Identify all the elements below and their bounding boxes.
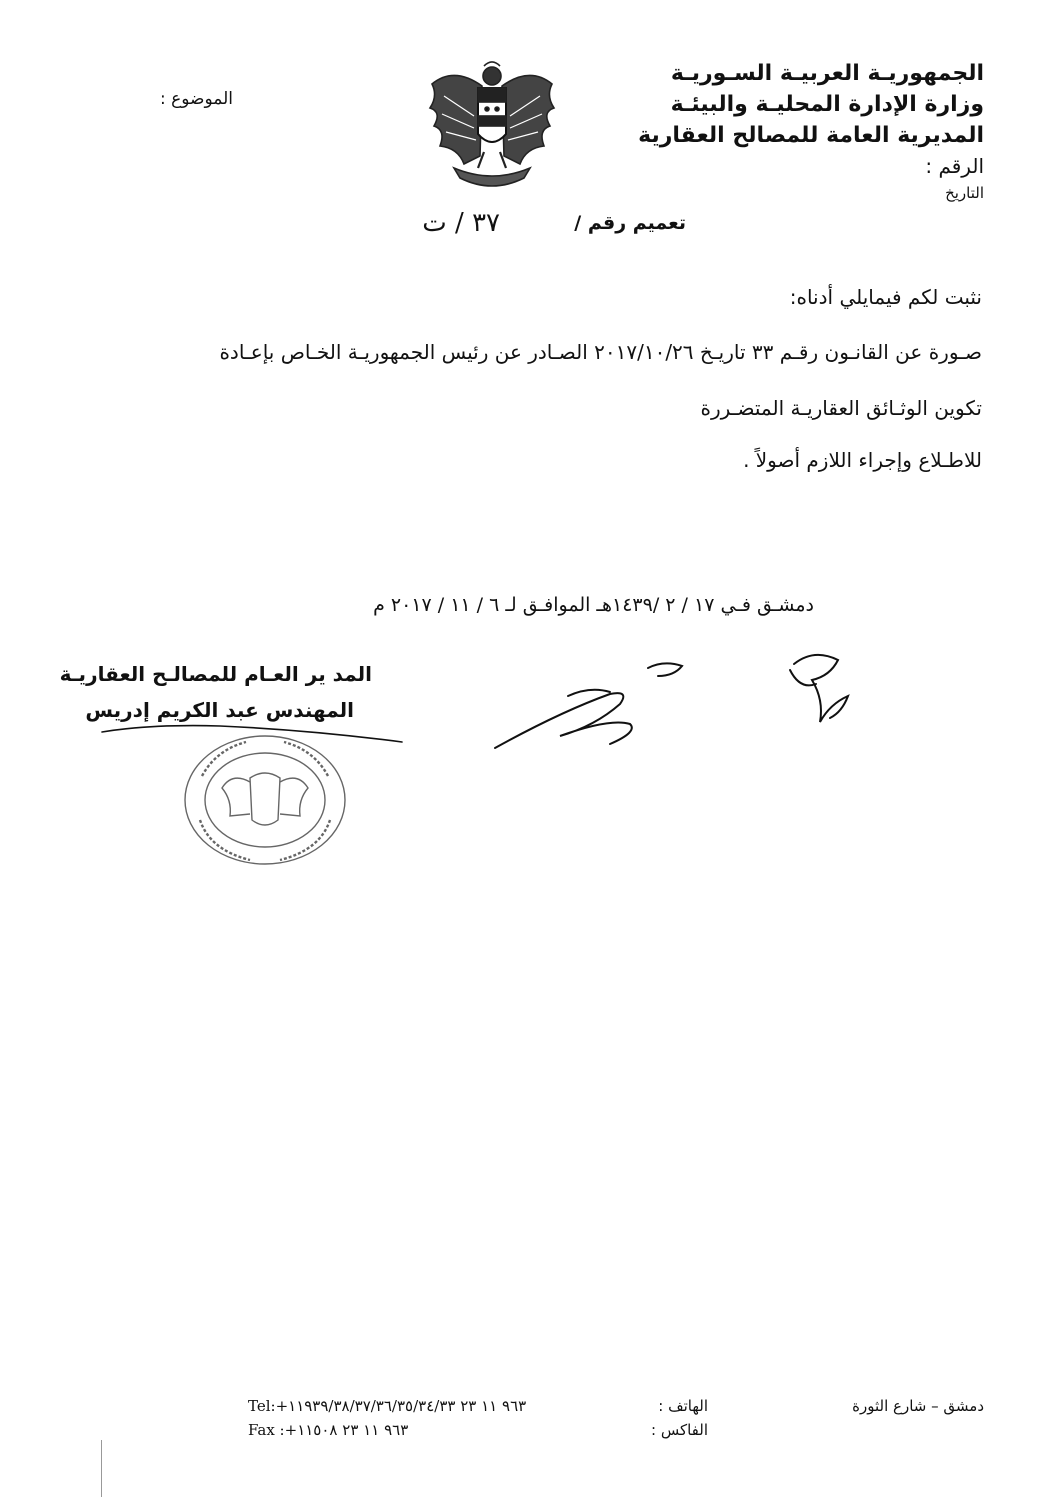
body-line-1: صـورة عن القانـون رقـم ٣٣ تاريـخ ٢٠١٧/١٠/٢٦ الصـادر عن رئيس الجمهوريـة الخـاص بإعـادة [219,340,982,364]
signatory-name: المهندس عبد الكريم إدريس [85,698,354,722]
subject-label: الموضوع : [160,89,234,109]
dateline: دمشـق فـي ١٧ / ٢ /١٤٣٩هـ الموافـق لـ ٦ / ١١ / ٢٠١٧ م [373,594,814,616]
page-margin-line [101,1440,102,1497]
number-label: الرقم : [925,154,984,178]
footer-fax: Fax :+٩٦٣ ١١ ٢٣ ١١٥٠٨ [248,1421,409,1439]
footer-phone: Tel:+٩٦٣ ١١ ٢٣ ١١٩٣٩/٣٨/٣٧/٣٦/٣٥/٣٤/٣٣ [248,1397,527,1415]
body-line-2: تكوين الوثـائق العقاريـة المتضـررة [700,396,982,420]
letterhead [638,58,984,204]
body-line-3: للاطـلاع وإجراء اللازم أصولاً . [743,448,982,472]
signatory-title: المد ير العـام للمصالـح العقاريـة [59,662,372,686]
circular-label: تعميم رقم / [574,212,686,234]
body-intro: نثبت لكم فيمايلي أدناه: [789,285,982,309]
circular-number-text: ٣٧ / ت [422,208,500,238]
footer-address: دمشق – شارع الثورة [852,1397,984,1415]
date-label: التاريخ [945,184,984,202]
footer-phone-label: الهاتف : [658,1397,708,1415]
footer-fax-label: الفاكس : [651,1421,708,1439]
ministry-name: وزارة الإدارة المحليـة والبيئـة [670,92,984,117]
official-seal-icon [180,730,350,870]
directorate-name: المديرية العامة للمصالح العقارية [638,123,984,148]
circular-number [340,204,500,244]
eagle-emblem-icon [424,56,560,194]
country-name: الجمهوريـة العربيـة السـوريـة [670,61,984,86]
